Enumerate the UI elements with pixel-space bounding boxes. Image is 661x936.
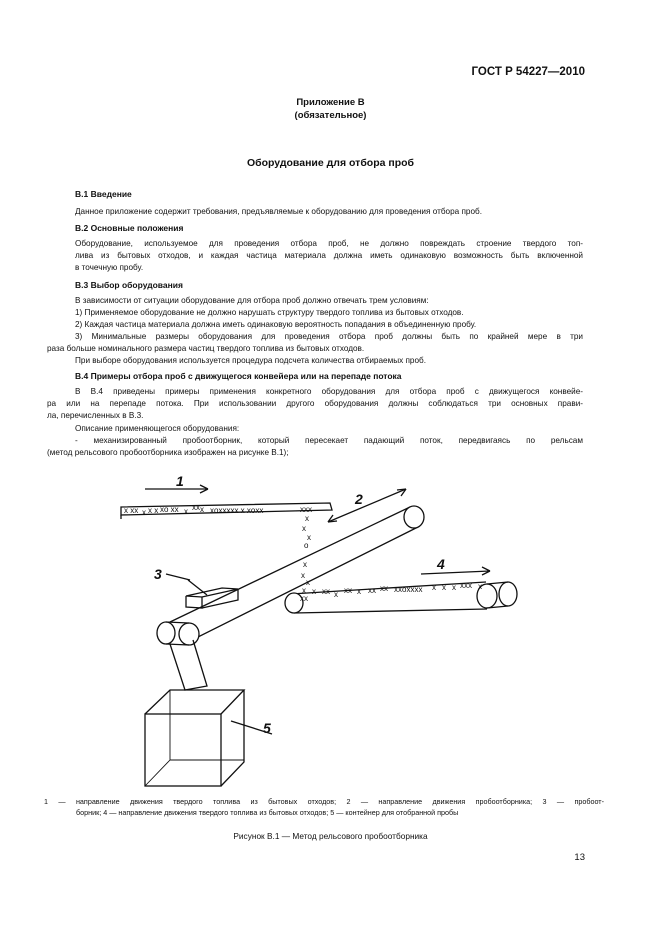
svg-text:x: x xyxy=(478,582,482,591)
svg-text:xxoxxxx: xxoxxxx xyxy=(394,585,423,594)
figure-b1-rail-sampler xyxy=(0,460,661,795)
svg-text:xx: xx xyxy=(322,587,330,596)
container-5 xyxy=(145,690,272,786)
svg-text:xxx: xxx xyxy=(300,505,312,514)
figure-title: Рисунок В.1 — Метод рельсового пробоотборника xyxy=(233,831,428,841)
svg-text:xx: xx xyxy=(192,503,200,512)
svg-text:xxx: xxx xyxy=(460,581,472,590)
section-b4-line6: (метод рельсового пробоотборника изображен на рисунке В.1); xyxy=(47,448,289,457)
svg-text:x: x xyxy=(302,586,306,595)
label-1: 1 xyxy=(176,473,184,489)
arrow-4 xyxy=(421,567,490,575)
svg-text:x: x xyxy=(307,533,311,542)
annex-title: Приложение В xyxy=(296,97,365,108)
chute xyxy=(170,640,207,690)
section-b4-line4: Описание применяющегося оборудования: xyxy=(75,424,240,433)
section-b4-line1: В В.4 приведены примеры применения конкретного оборудования для отбора проб с движущегося конвейе- xyxy=(75,387,583,396)
page-number: 13 xyxy=(574,852,585,863)
figure-caption-line1: 1 — направление движения твердого топлива из бытовых отходов; 2 — направление движения пробоотборника; 3 — пробоот- xyxy=(44,797,604,806)
svg-text:xx: xx xyxy=(300,594,308,603)
section-b3-intro: В зависимости от ситуации оборудование для отбора проб должно отвечать трем условиям: xyxy=(75,296,429,305)
sampler-box-3 xyxy=(186,580,238,608)
figure-caption-line2: борник; 4 — направление движения твердого топлива из бытовых отходов; 5 — контейнер для отобранной пробы xyxy=(76,808,459,817)
section-b1-text: Данное приложение содержит требования, предъявляемые к оборудованию для проведения отбора проб. xyxy=(75,207,482,216)
svg-text:x: x xyxy=(301,571,305,580)
svg-text:x: x xyxy=(303,560,307,569)
material-particles xyxy=(124,503,482,603)
leader-3 xyxy=(166,574,190,580)
label-5: 5 xyxy=(263,720,271,736)
section-b2-line3: в точечную пробу. xyxy=(75,263,144,272)
svg-text:x x: x x xyxy=(148,506,159,515)
svg-text:x: x xyxy=(200,505,204,514)
arrow-2 xyxy=(328,489,406,522)
standard-number: ГОСТ Р 54227—2010 xyxy=(471,66,585,78)
document-title: Оборудование для отбора проб xyxy=(246,157,415,169)
sampler-rail-conveyor xyxy=(157,506,424,645)
svg-text:x: x xyxy=(305,514,309,523)
svg-text:x: x xyxy=(432,583,436,592)
label-2: 2 xyxy=(355,491,363,507)
svg-text:x: x xyxy=(184,507,188,516)
svg-text:x: x xyxy=(142,508,146,517)
svg-text:x: x xyxy=(306,578,310,587)
section-b2-heading: В.2 Основные положения xyxy=(75,223,184,233)
label-4: 4 xyxy=(437,556,445,572)
section-b4-line5: - механизированный пробоотборник, который пересекает падающий поток, передвигаясь по рельсам xyxy=(75,436,583,445)
section-b3-item2: 2) Каждая частица материала должна иметь одинаковую вероятность попадания в объединенную пробу. xyxy=(75,320,477,329)
section-b4-line2: ра или на перепаде потока. При использовании другого оборудования должны соблюдаться три основных прави- xyxy=(47,399,583,408)
section-b3-outro: При выборе оборудования используется процедура подсчета количества отбираемых проб. xyxy=(75,356,426,365)
svg-text:xo xx: xo xx xyxy=(160,505,179,514)
svg-text:x: x xyxy=(334,590,338,599)
svg-text:x xx: x xx xyxy=(124,506,139,515)
svg-text:x: x xyxy=(452,583,456,592)
svg-text:x: x xyxy=(302,524,306,533)
annex-status: (обязательное) xyxy=(294,110,367,121)
section-b4-line3: ла, перечисленных в В.3. xyxy=(47,411,144,420)
svg-text:x: x xyxy=(357,587,361,596)
svg-text:xx: xx xyxy=(344,586,352,595)
section-b4-heading: В.4 Примеры отбора проб с движущегося конвейера или на перепаде потока xyxy=(75,371,402,381)
svg-text:x: x xyxy=(312,587,316,596)
svg-text:xoxxxxx x xoxx: xoxxxxx x xoxx xyxy=(210,506,264,515)
section-b3-item3b: раза больше номинального размера частиц твердого топлива из бытовых отходов. xyxy=(47,344,365,353)
section-b3-heading: В.3 Выбор оборудования xyxy=(75,280,183,290)
svg-text:x: x xyxy=(442,583,446,592)
section-b3-item1: 1) Применяемое оборудование не должно нарушать структуру твердого топлива из бытовых отходов. xyxy=(75,308,464,317)
section-b1-heading: В.1 Введение xyxy=(75,189,132,199)
svg-text:o: o xyxy=(304,541,309,550)
label-3: 3 xyxy=(154,566,162,582)
svg-text:xx: xx xyxy=(368,586,376,595)
section-b3-item3a: 3) Минимальные размеры оборудования для проведения отбора проб должны быть по крайней мере в три xyxy=(75,332,583,341)
svg-text:xx: xx xyxy=(380,584,388,593)
section-b2-line1: Оборудование, используемое для проведения отбора проб, не должно повреждать строение твердого топ- xyxy=(75,239,583,248)
section-b2-line2: лива из бытовых отходов, и каждая частица материала должна иметь одинаковую возможность быть включенной xyxy=(75,251,583,260)
